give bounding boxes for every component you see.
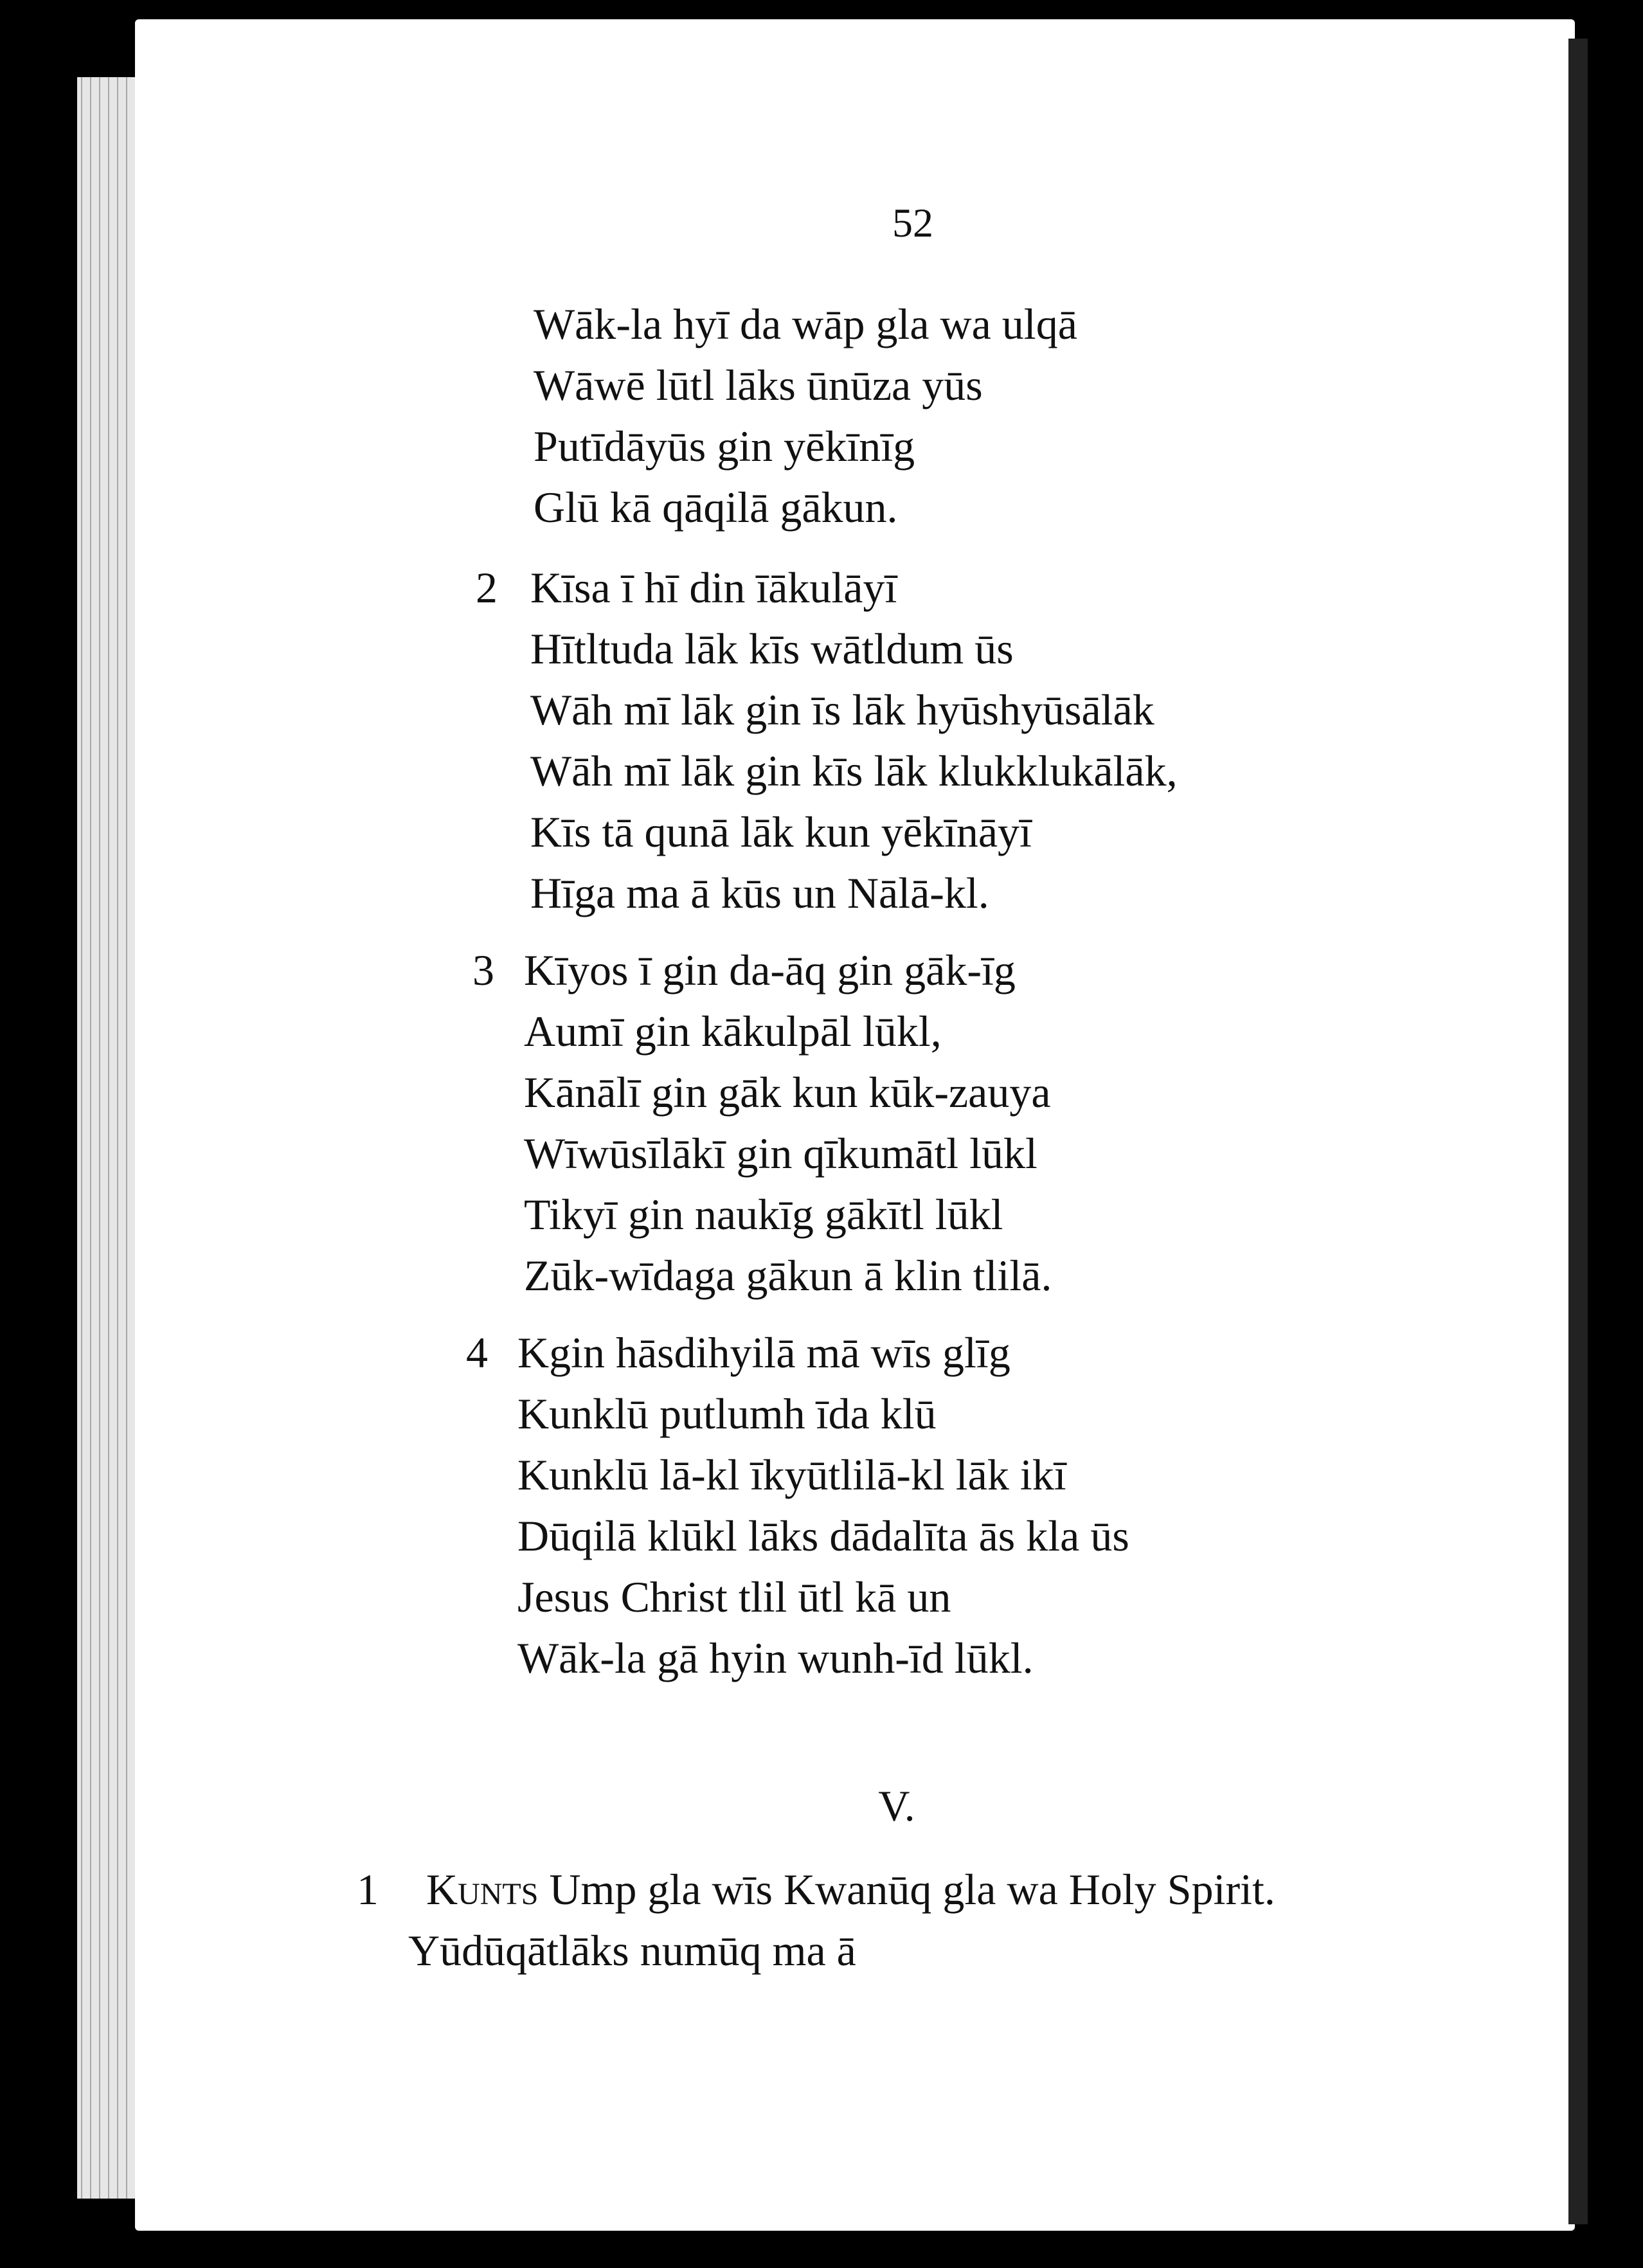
stanza-2-line-6: Hīga ma ā kūs un Nālā-kl.: [530, 869, 989, 917]
stanza-1-line-1: Wāk-la hyī da wāp gla wa ulqā: [534, 300, 1077, 348]
stanza-3-line-6: Zūk-wīdaga gākun ā klin tlilā.: [524, 1251, 1052, 1300]
stanza-1-line-3: Putīdāyūs gin yēkīnīg: [534, 422, 915, 471]
stanza-4-line-3: Kunklū lā-kl īkyūtlilā-kl lāk ikī: [517, 1450, 1066, 1499]
stanza-3-line-1: Kīyos ī gin da-āq gin gāk-īg: [524, 946, 1016, 995]
stanza-3-line-5: Tikyī gin naukīg gākītl lūkl: [524, 1190, 1003, 1239]
section-v-line-1: [357, 1864, 1275, 1915]
stanza-4-line-6: Wāk-la gā hyin wunh-īd lūkl.: [517, 1634, 1034, 1682]
stanza-2-line-5: Kīs tā qunā lāk kun yēkīnāyī: [530, 807, 1032, 856]
stanza-2-line-2: Hītltuda lāk kīs wātldum ūs: [530, 624, 1014, 673]
stanza-2-line-4: Wāh mī lāk gin kīs lāk klukklukālāk,: [530, 746, 1178, 795]
binding-shadow: [1568, 39, 1588, 2224]
stanza-2-line-1: Kīsa ī hī din īākulāyī: [530, 563, 897, 612]
section-v-number: 1: [357, 1865, 379, 1914]
section-v-line-2: Yūdūqātlāks numūq ma ā: [408, 1926, 856, 1975]
stanza-4-line-4: Dūqilā klūkl lāks dādalīta ās kla ūs: [517, 1511, 1129, 1560]
section-heading: V.: [878, 1781, 915, 1830]
stanza-3-line-3: Kānālī gin gāk kun kūk-zauya: [524, 1068, 1051, 1117]
stanza-4-line-5: Jesus Christ tlil ūtl kā un: [517, 1572, 951, 1621]
stanza-2-line-3: Wāh mī lāk gin īs lāk hyūshyūsālāk: [530, 685, 1154, 734]
page-number: 52: [892, 200, 933, 246]
stanza-3-number: 3: [472, 946, 494, 995]
section-v-first-word: Kunts: [426, 1865, 539, 1914]
stanza-2-number: 2: [476, 563, 498, 612]
stanza-1-line-4: Glū kā qāqilā gākun.: [534, 483, 898, 532]
stanza-3-line-2: Aumī gin kākulpāl lūkl,: [524, 1007, 942, 1056]
stanza-3-line-4: Wīwūsīlākī gin qīkumātl lūkl: [524, 1129, 1037, 1178]
section-v-line-1-rest: Ump gla wīs Kwanūq gla wa Holy Spirit.: [549, 1865, 1275, 1914]
stanza-4-line-2: Kunklū putlumh īda klū: [517, 1389, 937, 1438]
stanza-4-line-1: Kgin hāsdihyilā mā wīs glīg: [517, 1328, 1010, 1377]
stanza-4-number: 4: [466, 1328, 488, 1377]
stanza-1-line-2: Wāwē lūtl lāks ūnūza yūs: [534, 361, 983, 410]
